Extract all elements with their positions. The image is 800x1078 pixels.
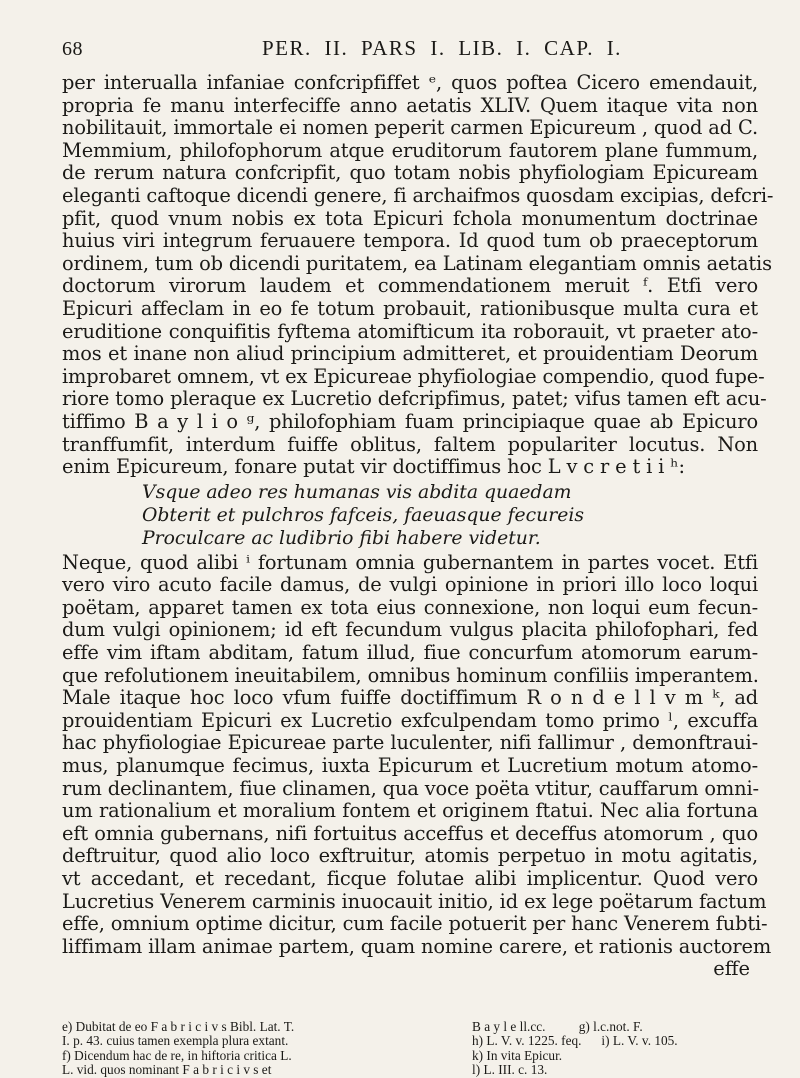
text-line: pfit, quod vnum nobis ex tota Epicuri fchola monumentum doctrinae	[62, 206, 758, 230]
paragraph-1	[62, 71, 774, 479]
text-line: Memmium, philofophorum atque eruditorum fautorem plane fummum,	[62, 138, 758, 162]
main-text	[62, 71, 774, 981]
footnotes-left-column	[62, 1020, 470, 1078]
text-line: rum declinantem, fiue clinamen, qua voce poëta vtitur, cauffarum omni-	[62, 776, 759, 800]
footnote-line: e) Dubitat de eo F a b r i c i v s Bibl. Lat. T.	[62, 1019, 295, 1034]
text-line: nobilitauit, immortale ei nomen peperit carmen Epicureum , quod ad C.	[62, 116, 758, 140]
text-line: liffimam illam animae partem, quam nomine carere, et rationis auctorem	[62, 934, 772, 958]
verse-line: Obterit et pulchros fafceis, faeuasque fecureis	[142, 504, 584, 526]
page-number: 68	[62, 38, 83, 60]
text-line: huius viri integrum feruauere tempora. Id quod tum ob praeceptorum	[62, 229, 758, 253]
text-line: prouidentiam Epicuri ex Lucretio exfculpendam tomo primo ˡ, excuffa	[62, 708, 758, 732]
verse-line: Proculcare ac ludibrio fibi habere videtur.	[142, 527, 541, 549]
text-line: vt accedant, et recedant, ficque folutae alibi implicentur. Quod vero	[62, 867, 758, 890]
lucretius-quotation	[62, 481, 758, 550]
text-line: hac phyfiologiae Epicureae parte luculenter, nifi fallimur , demonftraui-	[62, 731, 758, 755]
text-line: Male itaque hoc loco vfum fuiffe doctiffimum R o n d e l l v m ᵏ, ad	[62, 686, 758, 710]
text-line: tranffumfit, interdum fuiffe oblitus, faltem populariter locutus. Non	[62, 432, 758, 456]
text-line: Epicuri affeclam in eo fe totum probauit, rationibusque multa cura et	[62, 296, 758, 320]
text-line: riore tomo pleraque ex Lucretio defcripfimus, patet; vifus tamen eft acu-	[62, 387, 767, 411]
text-line: que refolutionem ineuitabilem, omnibus hominum confiliis imperantem.	[62, 663, 759, 687]
text-line: dum vulgi opinionem; id eft fecundum vulgus placita philofophari, fed	[62, 618, 758, 642]
page-header	[62, 34, 756, 68]
footnote-line: B a y l e ll.cc. g) l.c.not. F.	[472, 1019, 643, 1034]
footnote-line: l) L. III. c. 13.	[472, 1062, 548, 1078]
footnote-line: I. p. 43. cuius tamen exempla plura extant.	[62, 1033, 289, 1049]
text-line: eleganti caftoque dicendi genere, fi archaifmos quosdam excipias, defcri-	[62, 183, 774, 207]
catchword: effe	[713, 957, 750, 981]
text-line: de rerum natura confcripfit, quo totam nobis phyfiologiam Epicuream	[62, 161, 758, 185]
text-line: eft omnia gubernans, nifi fortuitus acceffus et deceffus atomorum , quo	[62, 821, 758, 845]
text-line: um rationalium et moralium fontem et originem ftatui. Nec alia fortuna	[62, 799, 758, 823]
text-line: deftruitur, quod alio loco exftruitur, atomis perpetuo in motu agitatis,	[62, 844, 758, 868]
footnote-line: L. vid. quos nominant F a b r i c i v s et	[62, 1062, 272, 1078]
paragraph-2	[62, 550, 772, 959]
footnotes-right-column	[472, 1020, 772, 1078]
text-line: per interualla infaniae confcripfiffet ᵉ, quos poftea Cicero emendauit,	[62, 71, 758, 94]
text-line: Lucretius Venerem carminis inuocauit initio, id ex lege poëtarum factum	[62, 889, 767, 913]
text-line: propria fe manu interfeciffe anno aetatis XLIV. Quem itaque vita non	[62, 93, 758, 117]
text-line: Neque, quod alibi ⁱ fortunam omnia gubernantem in partes vocet. Etfi	[62, 550, 758, 574]
text-line: tiffimo B a y l i o ᵍ, philofophiam fuam principiaque quae ab Epicuro	[62, 409, 758, 433]
text-line: doctorum virorum laudem et commendationem meruit ᶠ. Etfi vero	[62, 274, 758, 298]
verse-line: Vsque adeo res humanas vis abdita quaedam	[142, 481, 572, 503]
text-line: ordinem, tum ob dicendi puritatem, ea Latinam elegantiam omnis aetatis	[62, 251, 772, 275]
text-line: vero viro acuto facile damus, de vulgi opinione in priori illo loco loqui	[62, 573, 758, 597]
text-line: effe vim iftam abditam, fatum illud, fiue concurfum atomorum earum-	[62, 641, 758, 665]
footnote-line: h) L. V. v. 1225. feq. i) L. V. v. 105.	[472, 1033, 678, 1049]
footnote-line: f) Dicendum hac de re, in hiftoria critica L.	[62, 1047, 292, 1063]
text-line: mos et inane non aliud principium admitteret, et prouidentiam Deorum	[62, 342, 758, 366]
text-line: poëtam, apparet tamen ex tota eius connexione, non loqui eum fecun-	[62, 595, 758, 619]
text-line: mus, planumque fecimus, iuxta Epicurum et Lucretium motum atomo-	[62, 754, 758, 778]
running-head: PER. II. PARS I. LIB. I. CAP. I.	[262, 36, 622, 60]
footnote-line: k) In vita Epicur.	[472, 1047, 563, 1063]
text-line: eruditione conquifitis fyftema atomifticum ita roborauit, vt praeter ato-	[62, 319, 758, 343]
text-line: improbaret omnem, vt ex Epicureae phyfiologiae compendio, quod fupe-	[62, 364, 765, 388]
text-line: effe, omnium optime dicitur, cum facile potuerit per hanc Venerem fubti-	[62, 912, 768, 936]
text-line: enim Epicureum, fonare putat vir doctiffimus hoc L v c r e t i i ʰ:	[62, 455, 685, 479]
